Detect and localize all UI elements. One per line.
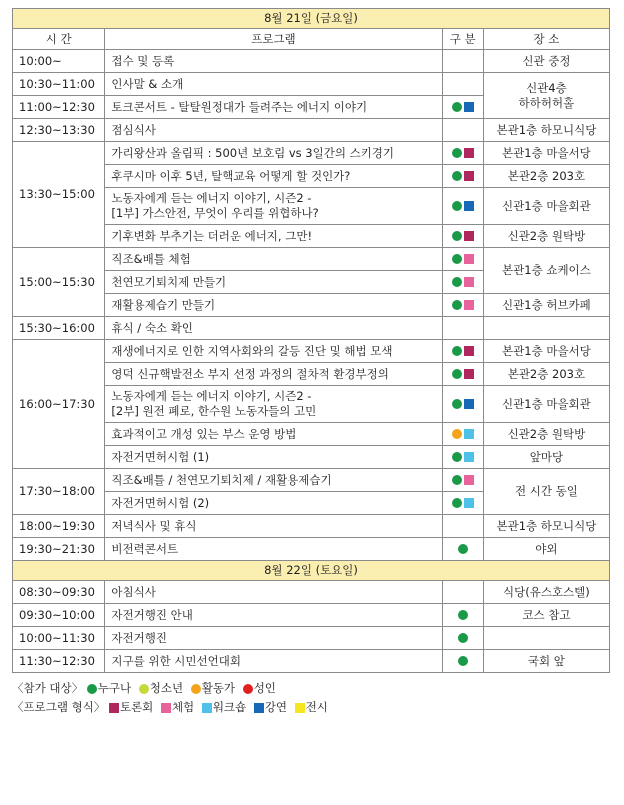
category-cell <box>442 469 483 492</box>
day-header-row <box>13 561 610 581</box>
maroon-square-icon <box>464 148 474 158</box>
orange-circle-icon <box>191 684 201 694</box>
category-cell <box>442 73 483 96</box>
table-row <box>13 538 610 561</box>
blue-square-icon <box>464 102 474 112</box>
blue-square-icon <box>464 399 474 409</box>
category-cell <box>442 317 483 340</box>
category-cell <box>442 423 483 446</box>
time-cell: 19:30~21:30 <box>13 538 105 561</box>
legend-label: 토론회 <box>119 700 154 714</box>
place-cell: 식당(유스호스텔) <box>483 581 609 604</box>
category-cell <box>442 50 483 73</box>
place-cell: 전 시간 동일 <box>483 469 609 515</box>
program-cell: 가리왕산과 올림픽 : 500년 보호림 vs 3일간의 스키경기 <box>105 142 442 165</box>
table-row <box>13 469 610 492</box>
legend-label: 워크숍 <box>212 700 247 714</box>
program-cell: 점심식사 <box>105 119 442 142</box>
table-row <box>13 73 610 96</box>
green-circle-icon <box>458 610 468 620</box>
category-cell <box>442 581 483 604</box>
maroon-square-icon <box>464 369 474 379</box>
green-circle-icon <box>452 231 462 241</box>
pink-square-icon <box>464 277 474 287</box>
green-circle-icon <box>458 656 468 666</box>
category-cell <box>442 96 483 119</box>
time-cell: 12:30~13:30 <box>13 119 105 142</box>
day-title: 8월 22일 (토요일) <box>13 561 610 581</box>
legend-label: 누구나 <box>97 681 132 695</box>
category-cell <box>442 446 483 469</box>
place-cell: 신관1층 마을회관 <box>483 188 609 225</box>
time-cell: 08:30~09:30 <box>13 581 105 604</box>
place-cell: 야외 <box>483 538 609 561</box>
time-cell: 11:30~12:30 <box>13 650 105 673</box>
day-title: 8월 21일 (금요일) <box>13 9 610 29</box>
place-line: 하하허허홀 <box>518 95 575 110</box>
green-circle-icon <box>452 254 462 264</box>
green-circle-icon <box>452 399 462 409</box>
green-circle-icon <box>87 684 97 694</box>
program-cell: 재생에너지로 인한 지역사회와의 갈등 진단 및 해법 모색 <box>105 340 442 363</box>
table-row <box>13 248 610 271</box>
table-row <box>13 142 610 165</box>
maroon-square-icon <box>464 231 474 241</box>
program-cell: 천연모기퇴치제 만들기 <box>105 271 442 294</box>
green-circle-icon <box>458 633 468 643</box>
place-cell: 코스 참고 <box>483 604 609 627</box>
sky-square-icon <box>464 452 474 462</box>
table-row <box>13 515 610 538</box>
red-circle-icon <box>243 684 253 694</box>
yellow-square-icon <box>295 703 305 713</box>
category-cell <box>442 248 483 271</box>
program-cell: 접수 및 등록 <box>105 50 442 73</box>
category-cell <box>442 294 483 317</box>
audience-legend-label: 〈참가 대상〉 <box>12 681 84 695</box>
place-cell: 본관1층 마을서당 <box>483 142 609 165</box>
green-circle-icon <box>452 102 462 112</box>
table-row <box>13 50 610 73</box>
program-cell <box>105 386 442 423</box>
time-cell: 10:30~11:00 <box>13 73 105 96</box>
place-cell: 국회 앞 <box>483 650 609 673</box>
category-cell <box>442 165 483 188</box>
category-cell <box>442 119 483 142</box>
green-circle-icon <box>452 201 462 211</box>
pink-square-icon <box>464 475 474 485</box>
place-cell: 신관2층 원탁방 <box>483 225 609 248</box>
category-cell <box>442 142 483 165</box>
time-cell: 18:00~19:30 <box>13 515 105 538</box>
program-cell: 토크콘서트 - 탈탈원정대가 들려주는 에너지 이야기 <box>105 96 442 119</box>
green-circle-icon <box>452 148 462 158</box>
legend <box>12 679 610 717</box>
pink-square-icon <box>464 300 474 310</box>
place-cell: 신관2층 원탁방 <box>483 423 609 446</box>
place-cell: 앞마당 <box>483 446 609 469</box>
time-cell: 15:00~15:30 <box>13 248 105 317</box>
green-circle-icon <box>458 544 468 554</box>
blue-square-icon <box>464 201 474 211</box>
green-circle-icon <box>452 369 462 379</box>
program-cell: 후쿠시마 이후 5년, 탈핵교육 어떻게 할 것인가? <box>105 165 442 188</box>
header-category: 구 분 <box>442 29 483 50</box>
time-cell: 11:00~12:30 <box>13 96 105 119</box>
legend-label: 성인 <box>253 681 276 695</box>
time-cell: 16:00~17:30 <box>13 340 105 469</box>
program-cell: 기후변화 부추기는 더러운 에너지, 그만! <box>105 225 442 248</box>
sky-square-icon <box>464 498 474 508</box>
program-cell: 영덕 신규핵발전소 부지 선정 과정의 절차적 환경부정의 <box>105 363 442 386</box>
program-cell: 인사말 & 소개 <box>105 73 442 96</box>
place-cell: 본관2층 203호 <box>483 363 609 386</box>
place-cell: 신관1층 마을회관 <box>483 386 609 423</box>
category-cell <box>442 271 483 294</box>
place-cell: 본관1층 쇼케이스 <box>483 248 609 294</box>
column-header-row <box>13 29 610 50</box>
sky-square-icon <box>202 703 212 713</box>
pink-square-icon <box>161 703 171 713</box>
green-circle-icon <box>452 300 462 310</box>
place-cell <box>483 627 609 650</box>
place-cell: 신관 중정 <box>483 50 609 73</box>
legend-label: 체험 <box>171 700 195 714</box>
green-circle-icon <box>452 452 462 462</box>
table-row <box>13 627 610 650</box>
program-cell: 자전거면허시험 (2) <box>105 492 442 515</box>
time-cell: 17:30~18:00 <box>13 469 105 515</box>
legend-label: 활동가 <box>201 681 236 695</box>
place-cell: 신관1층 허브카페 <box>483 294 609 317</box>
place-cell <box>483 73 609 119</box>
table-row <box>13 340 610 363</box>
legend-label: 청소년 <box>149 681 184 695</box>
time-cell: 09:30~10:00 <box>13 604 105 627</box>
pink-square-icon <box>464 254 474 264</box>
program-line: 노동자에게 듣는 에너지 이야기, 시즌2 - <box>111 191 312 205</box>
maroon-square-icon <box>109 703 119 713</box>
format-legend <box>12 698 610 717</box>
category-cell <box>442 363 483 386</box>
program-cell: 저녁식사 및 휴식 <box>105 515 442 538</box>
legend-label: 강연 <box>264 700 288 714</box>
place-cell: 본관1층 마을서당 <box>483 340 609 363</box>
time-cell: 15:30~16:00 <box>13 317 105 340</box>
blue-square-icon <box>254 703 264 713</box>
orange-circle-icon <box>452 429 462 439</box>
header-program: 프로그램 <box>105 29 442 50</box>
category-cell <box>442 627 483 650</box>
program-cell: 지구를 위한 시민선언대회 <box>105 650 442 673</box>
place-cell <box>483 317 609 340</box>
table-row <box>13 317 610 340</box>
maroon-square-icon <box>464 171 474 181</box>
green-circle-icon <box>452 498 462 508</box>
program-cell: 아침식사 <box>105 581 442 604</box>
schedule-container <box>12 8 610 717</box>
place-cell: 본관1층 하모니식당 <box>483 119 609 142</box>
sky-square-icon <box>464 429 474 439</box>
audience-legend <box>12 679 610 698</box>
green-circle-icon <box>452 475 462 485</box>
maroon-square-icon <box>464 346 474 356</box>
category-cell <box>442 188 483 225</box>
program-cell <box>105 188 442 225</box>
category-cell <box>442 386 483 423</box>
program-cell: 비전력콘서트 <box>105 538 442 561</box>
time-cell: 10:00~ <box>13 50 105 73</box>
program-cell: 자전거면허시험 (1) <box>105 446 442 469</box>
category-cell <box>442 340 483 363</box>
program-line: [2부] 원전 폐로, 한수원 노동자들의 고민 <box>111 404 317 418</box>
place-line: 신관4층 <box>526 80 567 95</box>
legend-label: 전시 <box>305 700 328 714</box>
time-cell: 10:00~11:30 <box>13 627 105 650</box>
schedule-table <box>12 8 610 673</box>
time-cell: 13:30~15:00 <box>13 142 105 248</box>
header-time: 시 간 <box>13 29 105 50</box>
category-cell <box>442 225 483 248</box>
place-cell: 본관2층 203호 <box>483 165 609 188</box>
program-line: [1부] 가스안전, 무엇이 우리를 위협하나? <box>111 206 319 220</box>
program-cell: 효과적이고 개성 있는 부스 운영 방법 <box>105 423 442 446</box>
category-cell <box>442 538 483 561</box>
program-cell: 재활용제습기 만들기 <box>105 294 442 317</box>
table-row <box>13 581 610 604</box>
program-cell: 자전거행진 <box>105 627 442 650</box>
place-cell: 본관1층 하모니식당 <box>483 515 609 538</box>
table-row <box>13 604 610 627</box>
program-cell: 직조&배틀 체험 <box>105 248 442 271</box>
day-header-row <box>13 9 610 29</box>
header-place: 장 소 <box>483 29 609 50</box>
yellow-green-circle-icon <box>139 684 149 694</box>
green-circle-icon <box>452 346 462 356</box>
program-line: 노동자에게 듣는 에너지 이야기, 시즌2 - <box>111 389 312 403</box>
green-circle-icon <box>452 277 462 287</box>
category-cell <box>442 604 483 627</box>
category-cell <box>442 492 483 515</box>
category-cell <box>442 650 483 673</box>
format-legend-label: 〈프로그램 형식〉 <box>12 700 106 714</box>
program-cell: 직조&배틀 / 천연모기퇴치제 / 재활용제습기 <box>105 469 442 492</box>
program-cell: 휴식 / 숙소 확인 <box>105 317 442 340</box>
category-cell <box>442 515 483 538</box>
program-cell: 자전거행진 안내 <box>105 604 442 627</box>
table-row <box>13 650 610 673</box>
table-row <box>13 119 610 142</box>
green-circle-icon <box>452 171 462 181</box>
